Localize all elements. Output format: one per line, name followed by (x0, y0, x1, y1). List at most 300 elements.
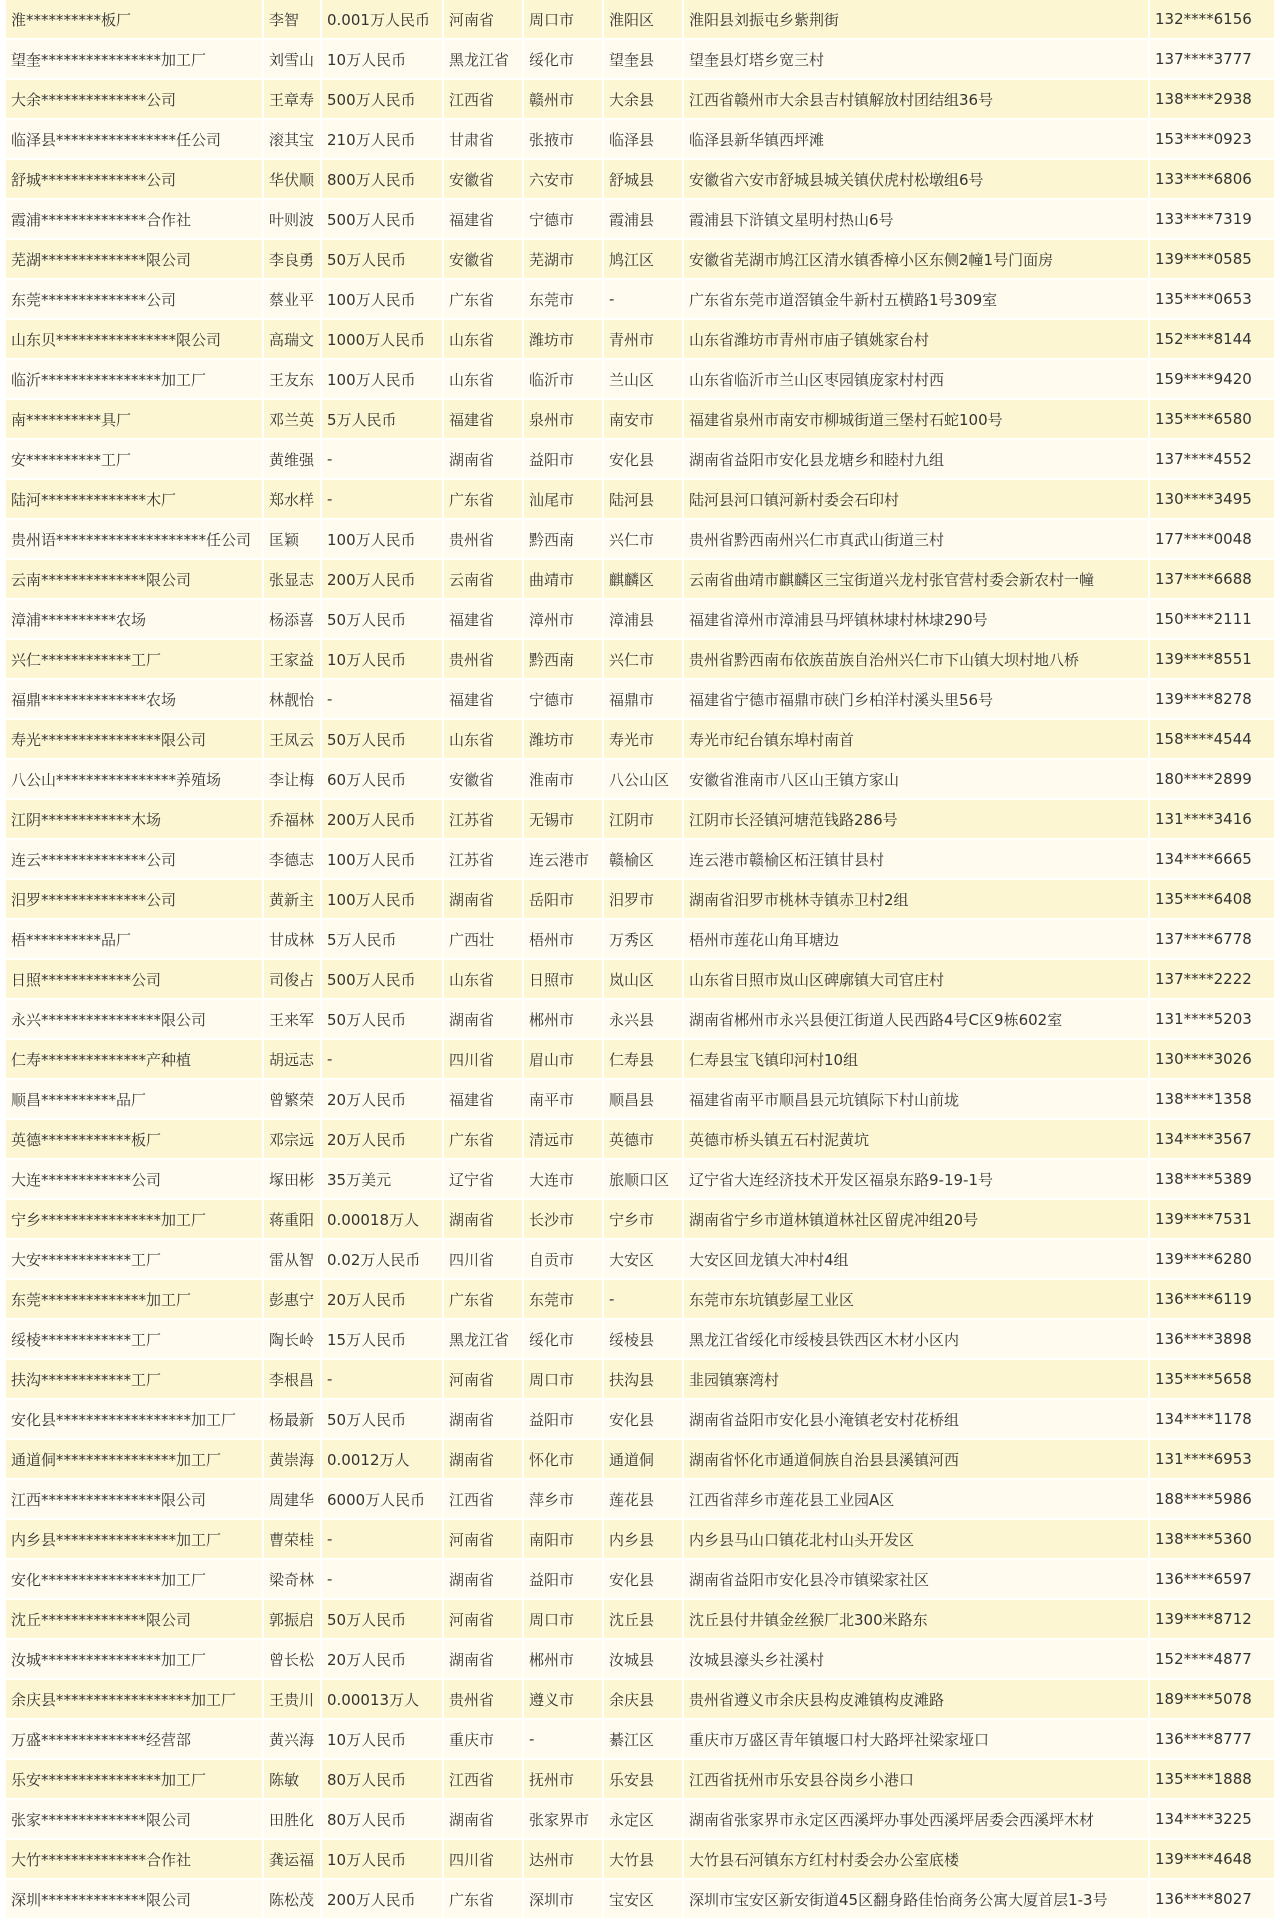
city-cell: 张家界市 (524, 1800, 602, 1838)
district-cell: 南安市 (604, 400, 682, 438)
province-cell: 福建省 (444, 1080, 522, 1118)
province-cell: 湖南省 (444, 1640, 522, 1678)
province-cell: 江苏省 (444, 840, 522, 878)
address-cell: 重庆市万盛区青年镇堰口村大路坪社梁家垭口 (684, 1720, 1148, 1758)
province-cell: 湖南省 (444, 1200, 522, 1238)
registered-capital-cell: 0.00018万人 (322, 1200, 442, 1238)
company-name-cell: 汨罗**************公司 (6, 880, 262, 918)
district-cell: 江阴市 (604, 800, 682, 838)
address-cell: 江西省赣州市大余县吉村镇解放村团结组36号 (684, 80, 1148, 118)
district-cell: 麒麟区 (604, 560, 682, 598)
registered-capital-cell: - (322, 1560, 442, 1598)
address-cell: 湖南省益阳市安化县小淹镇老安村花桥组 (684, 1400, 1148, 1438)
district-cell: 内乡县 (604, 1520, 682, 1558)
city-cell: 南阳市 (524, 1520, 602, 1558)
legal-person-cell: 匡颖 (264, 520, 320, 558)
city-cell: 益阳市 (524, 1560, 602, 1598)
legal-person-cell: 邓宗远 (264, 1120, 320, 1158)
address-cell: 福建省漳州市漳浦县马坪镇林埭村林埭290号 (684, 600, 1148, 638)
district-cell: 万秀区 (604, 920, 682, 958)
company-name-cell: 大余**************公司 (6, 80, 262, 118)
registered-capital-cell: 200万人民币 (322, 800, 442, 838)
registered-capital-cell: - (322, 440, 442, 478)
district-cell: 岚山区 (604, 960, 682, 998)
registered-capital-cell: 1000万人民币 (322, 320, 442, 358)
legal-person-cell: 邓兰英 (264, 400, 320, 438)
province-cell: 河南省 (444, 1360, 522, 1398)
district-cell: 绥棱县 (604, 1320, 682, 1358)
district-cell: 舒城县 (604, 160, 682, 198)
city-cell: 潍坊市 (524, 720, 602, 758)
table-row (6, 1040, 1274, 1078)
address-cell: 汝城县濠头乡社溪村 (684, 1640, 1148, 1678)
city-cell: 达州市 (524, 1840, 602, 1878)
phone-cell: 134****6665 (1150, 840, 1274, 878)
registered-capital-cell: 20万人民币 (322, 1280, 442, 1318)
phone-cell: 135****1888 (1150, 1760, 1274, 1798)
phone-cell: 139****0585 (1150, 240, 1274, 278)
company-name-cell: 云南**************限公司 (6, 560, 262, 598)
city-cell: 益阳市 (524, 440, 602, 478)
city-cell: 大连市 (524, 1160, 602, 1198)
phone-cell: 150****2111 (1150, 600, 1274, 638)
district-cell: 陆河县 (604, 480, 682, 518)
address-cell: 湖南省汨罗市桃林寺镇赤卫村2组 (684, 880, 1148, 918)
table-row (6, 120, 1274, 158)
province-cell: 贵州省 (444, 520, 522, 558)
address-cell: 梧州市莲花山角耳塘边 (684, 920, 1148, 958)
phone-cell: 138****5389 (1150, 1160, 1274, 1198)
company-name-cell: 连云**************公司 (6, 840, 262, 878)
phone-cell: 134****3567 (1150, 1120, 1274, 1158)
district-cell: 八公山区 (604, 760, 682, 798)
table-row (6, 720, 1274, 758)
legal-person-cell: 李根昌 (264, 1360, 320, 1398)
district-cell: 寿光市 (604, 720, 682, 758)
address-cell: 江西省抚州市乐安县谷岗乡小港口 (684, 1760, 1148, 1798)
legal-person-cell: 刘雪山 (264, 40, 320, 78)
legal-person-cell: 周建华 (264, 1480, 320, 1518)
city-cell: 临沂市 (524, 360, 602, 398)
city-cell: 自贡市 (524, 1240, 602, 1278)
province-cell: 广东省 (444, 1120, 522, 1158)
district-cell: 乐安县 (604, 1760, 682, 1798)
province-cell: 福建省 (444, 680, 522, 718)
table-row (6, 1240, 1274, 1278)
registered-capital-cell: 10万人民币 (322, 1720, 442, 1758)
province-cell: 安徽省 (444, 160, 522, 198)
city-cell: 遵义市 (524, 1680, 602, 1718)
registered-capital-cell: 100万人民币 (322, 360, 442, 398)
address-cell: 内乡县马山口镇花北村山头开发区 (684, 1520, 1148, 1558)
table-row (6, 400, 1274, 438)
legal-person-cell: 蔡业平 (264, 280, 320, 318)
district-cell: 莲花县 (604, 1480, 682, 1518)
company-name-cell: 临泽县****************任公司 (6, 120, 262, 158)
city-cell: 东莞市 (524, 1280, 602, 1318)
registered-capital-cell: 50万人民币 (322, 1600, 442, 1638)
phone-cell: 189****5078 (1150, 1680, 1274, 1718)
city-cell: 芜湖市 (524, 240, 602, 278)
company-name-cell: 陆河**************木厂 (6, 480, 262, 518)
company-name-cell: 江阴************木场 (6, 800, 262, 838)
city-cell: 无锡市 (524, 800, 602, 838)
company-name-cell: 东莞**************公司 (6, 280, 262, 318)
legal-person-cell: 陶长岭 (264, 1320, 320, 1358)
district-cell: 永定区 (604, 1800, 682, 1838)
registered-capital-cell: 80万人民币 (322, 1800, 442, 1838)
address-cell: 贵州省黔西南州兴仁市真武山街道三村 (684, 520, 1148, 558)
district-cell: 旅顺口区 (604, 1160, 682, 1198)
city-cell: 眉山市 (524, 1040, 602, 1078)
phone-cell: 139****6280 (1150, 1240, 1274, 1278)
table-row (6, 1080, 1274, 1118)
province-cell: 江西省 (444, 80, 522, 118)
address-cell: 陆河县河口镇河新村委会石印村 (684, 480, 1148, 518)
province-cell: 安徽省 (444, 760, 522, 798)
city-cell: 周口市 (524, 0, 602, 38)
table-row (6, 840, 1274, 878)
company-name-cell: 万盛**************经营部 (6, 1720, 262, 1758)
province-cell: 湖南省 (444, 1800, 522, 1838)
legal-person-cell: 曾长松 (264, 1640, 320, 1678)
province-cell: 辽宁省 (444, 1160, 522, 1198)
company-name-cell: 大连************公司 (6, 1160, 262, 1198)
registered-capital-cell: 50万人民币 (322, 600, 442, 638)
company-name-cell: 永兴****************限公司 (6, 1000, 262, 1038)
company-name-cell: 霞浦**************合作社 (6, 200, 262, 238)
phone-cell: 135****0653 (1150, 280, 1274, 318)
company-name-cell: 安**********工厂 (6, 440, 262, 478)
address-cell: 福建省南平市顺昌县元坑镇际下村山前垅 (684, 1080, 1148, 1118)
company-name-cell: 乐安****************加工厂 (6, 1760, 262, 1798)
table-row (6, 1320, 1274, 1358)
registered-capital-cell: 500万人民币 (322, 960, 442, 998)
district-cell: 大竹县 (604, 1840, 682, 1878)
district-cell: 宁乡市 (604, 1200, 682, 1238)
address-cell: 辽宁省大连经济技术开发区福泉东路9-19-1号 (684, 1160, 1148, 1198)
phone-cell: 133****6806 (1150, 160, 1274, 198)
legal-person-cell: 林靓怡 (264, 680, 320, 718)
legal-person-cell: 李良勇 (264, 240, 320, 278)
table-row (6, 1600, 1274, 1638)
province-cell: 江西省 (444, 1480, 522, 1518)
legal-person-cell: 杨添喜 (264, 600, 320, 638)
phone-cell: 136****3898 (1150, 1320, 1274, 1358)
legal-person-cell: 彭惠宁 (264, 1280, 320, 1318)
city-cell: 清远市 (524, 1120, 602, 1158)
company-name-cell: 临沂****************加工厂 (6, 360, 262, 398)
province-cell: 贵州省 (444, 640, 522, 678)
company-name-cell: 淮**********板厂 (6, 0, 262, 38)
table-row (6, 1640, 1274, 1678)
province-cell: 江西省 (444, 1760, 522, 1798)
company-name-cell: 深圳**************限公司 (6, 1880, 262, 1918)
company-name-cell: 顺昌**********品厂 (6, 1080, 262, 1118)
table-row (6, 1480, 1274, 1518)
district-cell: 霞浦县 (604, 200, 682, 238)
company-name-cell: 望奎****************加工厂 (6, 40, 262, 78)
address-cell: 江西省萍乡市莲花县工业园A区 (684, 1480, 1148, 1518)
province-cell: 甘肃省 (444, 120, 522, 158)
city-cell: 郴州市 (524, 1640, 602, 1678)
district-cell: 兰山区 (604, 360, 682, 398)
address-cell: 安徽省淮南市八区山王镇方家山 (684, 760, 1148, 798)
legal-person-cell: 雷从智 (264, 1240, 320, 1278)
table-row (6, 1000, 1274, 1038)
phone-cell: 139****8551 (1150, 640, 1274, 678)
table-row (6, 1760, 1274, 1798)
phone-cell: 134****1178 (1150, 1400, 1274, 1438)
province-cell: 福建省 (444, 600, 522, 638)
phone-cell: 135****5658 (1150, 1360, 1274, 1398)
registered-capital-cell: 20万人民币 (322, 1080, 442, 1118)
district-cell: 汝城县 (604, 1640, 682, 1678)
legal-person-cell: 滚其宝 (264, 120, 320, 158)
legal-person-cell: 黄维强 (264, 440, 320, 478)
table-row (6, 880, 1274, 918)
registered-capital-cell: 0.02万人民币 (322, 1240, 442, 1278)
city-cell: 六安市 (524, 160, 602, 198)
city-cell: 曲靖市 (524, 560, 602, 598)
province-cell: 江苏省 (444, 800, 522, 838)
phone-cell: 138****5360 (1150, 1520, 1274, 1558)
registered-capital-cell: 50万人民币 (322, 1000, 442, 1038)
registered-capital-cell: 10万人民币 (322, 40, 442, 78)
company-name-cell: 大竹**************合作社 (6, 1840, 262, 1878)
district-cell: - (604, 1280, 682, 1318)
address-cell: 望奎县灯塔乡宽三村 (684, 40, 1148, 78)
registered-capital-cell: 100万人民币 (322, 280, 442, 318)
legal-person-cell: 田胜化 (264, 1800, 320, 1838)
table-row (6, 760, 1274, 798)
legal-person-cell: 郑水样 (264, 480, 320, 518)
city-cell: 益阳市 (524, 1400, 602, 1438)
table-row (6, 1800, 1274, 1838)
phone-cell: 139****8278 (1150, 680, 1274, 718)
phone-cell: 136****8777 (1150, 1720, 1274, 1758)
company-name-cell: 日照************公司 (6, 960, 262, 998)
company-name-cell: 东莞**************加工厂 (6, 1280, 262, 1318)
company-name-cell: 安化县******************加工厂 (6, 1400, 262, 1438)
address-cell: 寿光市纪台镇东埠村南首 (684, 720, 1148, 758)
district-cell: 望奎县 (604, 40, 682, 78)
table-row (6, 1160, 1274, 1198)
legal-person-cell: 司俊占 (264, 960, 320, 998)
legal-person-cell: 王友东 (264, 360, 320, 398)
registered-capital-cell: 60万人民币 (322, 760, 442, 798)
registered-capital-cell: 5万人民币 (322, 920, 442, 958)
registered-capital-cell: 100万人民币 (322, 840, 442, 878)
registered-capital-cell: 0.0012万人 (322, 1440, 442, 1478)
city-cell: 周口市 (524, 1600, 602, 1638)
registered-capital-cell: 80万人民币 (322, 1760, 442, 1798)
table-row (6, 480, 1274, 518)
table-row (6, 1840, 1274, 1878)
province-cell: 河南省 (444, 0, 522, 38)
province-cell: 四川省 (444, 1040, 522, 1078)
registered-capital-cell: - (322, 680, 442, 718)
phone-cell: 137****2222 (1150, 960, 1274, 998)
table-row (6, 1120, 1274, 1158)
address-cell: 霞浦县下浒镇文星明村热山6号 (684, 200, 1148, 238)
district-cell: 綦江区 (604, 1720, 682, 1758)
legal-person-cell: 王章寿 (264, 80, 320, 118)
district-cell: 漳浦县 (604, 600, 682, 638)
city-cell: 漳州市 (524, 600, 602, 638)
phone-cell: 137****4552 (1150, 440, 1274, 478)
city-cell: 周口市 (524, 1360, 602, 1398)
legal-person-cell: 华伏顺 (264, 160, 320, 198)
phone-cell: 131****3416 (1150, 800, 1274, 838)
city-cell: 黔西南 (524, 520, 602, 558)
address-cell: 云南省曲靖市麒麟区三宝街道兴龙村张官营村委会新农村一幢 (684, 560, 1148, 598)
address-cell: 安徽省芜湖市鸠江区清水镇香樟小区东侧2幢1号门面房 (684, 240, 1148, 278)
registered-capital-cell: 35万美元 (322, 1160, 442, 1198)
phone-cell: 135****6580 (1150, 400, 1274, 438)
phone-cell: 136****6119 (1150, 1280, 1274, 1318)
district-cell: 永兴县 (604, 1000, 682, 1038)
phone-cell: 137****6778 (1150, 920, 1274, 958)
table-row (6, 1400, 1274, 1438)
city-cell: 深圳市 (524, 1880, 602, 1918)
district-cell: 大余县 (604, 80, 682, 118)
province-cell: 湖南省 (444, 440, 522, 478)
legal-person-cell: 高瑞文 (264, 320, 320, 358)
table-row (6, 80, 1274, 118)
legal-person-cell: 李让梅 (264, 760, 320, 798)
city-cell: - (524, 1720, 602, 1758)
address-cell: 贵州省遵义市余庆县构皮滩镇构皮滩路 (684, 1680, 1148, 1718)
address-cell: 贵州省黔西南布依族苗族自治州兴仁市下山镇大坝村地八桥 (684, 640, 1148, 678)
phone-cell: 139****4648 (1150, 1840, 1274, 1878)
legal-person-cell: 蒋重阳 (264, 1200, 320, 1238)
legal-person-cell: 胡远志 (264, 1040, 320, 1078)
phone-cell: 134****3225 (1150, 1800, 1274, 1838)
company-name-cell: 贵州语********************任公司 (6, 520, 262, 558)
province-cell: 山东省 (444, 720, 522, 758)
province-cell: 山东省 (444, 960, 522, 998)
registered-capital-cell: - (322, 1360, 442, 1398)
phone-cell: 180****2899 (1150, 760, 1274, 798)
address-cell: 山东省日照市岚山区碑廓镇大司官庄村 (684, 960, 1148, 998)
table-row (6, 440, 1274, 478)
district-cell: 临泽县 (604, 120, 682, 158)
legal-person-cell: 曹荣桂 (264, 1520, 320, 1558)
address-cell: 江阴市长泾镇河塘范钱路286号 (684, 800, 1148, 838)
registered-capital-cell: 6000万人民币 (322, 1480, 442, 1518)
table-row (6, 1680, 1274, 1718)
phone-cell: 153****0923 (1150, 120, 1274, 158)
province-cell: 广西壮 (444, 920, 522, 958)
district-cell: 安化县 (604, 1400, 682, 1438)
table-row (6, 1280, 1274, 1318)
phone-cell: 158****4544 (1150, 720, 1274, 758)
address-cell: 福建省宁德市福鼎市硖门乡柏洋村溪头里56号 (684, 680, 1148, 718)
city-cell: 宁德市 (524, 680, 602, 718)
table-row (6, 600, 1274, 638)
company-name-cell: 英德************板厂 (6, 1120, 262, 1158)
province-cell: 广东省 (444, 1880, 522, 1918)
province-cell: 四川省 (444, 1240, 522, 1278)
company-name-cell: 沈丘**************限公司 (6, 1600, 262, 1638)
district-cell: 青州市 (604, 320, 682, 358)
registered-capital-cell: 20万人民币 (322, 1640, 442, 1678)
registered-capital-cell: 0.001万人民币 (322, 0, 442, 38)
address-cell: 连云港市赣榆区柘汪镇甘县村 (684, 840, 1148, 878)
city-cell: 汕尾市 (524, 480, 602, 518)
company-name-cell: 福鼎**************农场 (6, 680, 262, 718)
company-name-cell: 梧**********品厂 (6, 920, 262, 958)
legal-person-cell: 梁奇林 (264, 1560, 320, 1598)
phone-cell: 152****4877 (1150, 1640, 1274, 1678)
table-row (6, 240, 1274, 278)
address-cell: 广东省东莞市道滘镇金牛新村五横路1号309室 (684, 280, 1148, 318)
city-cell: 东莞市 (524, 280, 602, 318)
table-row (6, 1360, 1274, 1398)
phone-cell: 135****6408 (1150, 880, 1274, 918)
address-cell: 沈丘县付井镇金丝猴厂北300米路东 (684, 1600, 1148, 1638)
address-cell: 临泽县新华镇西坪滩 (684, 120, 1148, 158)
district-cell: 顺昌县 (604, 1080, 682, 1118)
table-row (6, 920, 1274, 958)
city-cell: 连云港市 (524, 840, 602, 878)
city-cell: 泉州市 (524, 400, 602, 438)
table-row (6, 360, 1274, 398)
registered-capital-cell: 5万人民币 (322, 400, 442, 438)
phone-cell: 137****3777 (1150, 40, 1274, 78)
province-cell: 黑龙江省 (444, 1320, 522, 1358)
city-cell: 黔西南 (524, 640, 602, 678)
address-cell: 英德市桥头镇五石村泥黄坑 (684, 1120, 1148, 1158)
district-cell: - (604, 280, 682, 318)
registered-capital-cell: 20万人民币 (322, 1120, 442, 1158)
registered-capital-cell: 200万人民币 (322, 560, 442, 598)
city-cell: 南平市 (524, 1080, 602, 1118)
district-cell: 扶沟县 (604, 1360, 682, 1398)
province-cell: 河南省 (444, 1600, 522, 1638)
company-name-cell: 南**********具厂 (6, 400, 262, 438)
province-cell: 安徽省 (444, 240, 522, 278)
province-cell: 四川省 (444, 1840, 522, 1878)
registered-capital-cell: 500万人民币 (322, 200, 442, 238)
table-row (6, 200, 1274, 238)
company-name-cell: 山东贝****************限公司 (6, 320, 262, 358)
registered-capital-cell: 15万人民币 (322, 1320, 442, 1358)
district-cell: 余庆县 (604, 1680, 682, 1718)
legal-person-cell: 曾繁荣 (264, 1080, 320, 1118)
legal-person-cell: 王凤云 (264, 720, 320, 758)
table-row (6, 0, 1274, 38)
registered-capital-cell: 800万人民币 (322, 160, 442, 198)
district-cell: 安化县 (604, 440, 682, 478)
registered-capital-cell: 10万人民币 (322, 640, 442, 678)
legal-person-cell: 陈松茂 (264, 1880, 320, 1918)
registered-capital-cell: 100万人民币 (322, 520, 442, 558)
company-name-cell: 绥棱************工厂 (6, 1320, 262, 1358)
city-cell: 绥化市 (524, 40, 602, 78)
province-cell: 山东省 (444, 320, 522, 358)
registered-capital-cell: - (322, 1040, 442, 1078)
district-cell: 淮阳区 (604, 0, 682, 38)
legal-person-cell: 张显志 (264, 560, 320, 598)
address-cell: 湖南省张家界市永定区西溪坪办事处西溪坪居委会西溪坪木材 (684, 1800, 1148, 1838)
registered-capital-cell: - (322, 1520, 442, 1558)
phone-cell: 177****0048 (1150, 520, 1274, 558)
phone-cell: 138****2938 (1150, 80, 1274, 118)
city-cell: 岳阳市 (524, 880, 602, 918)
company-name-cell: 芜湖**************限公司 (6, 240, 262, 278)
